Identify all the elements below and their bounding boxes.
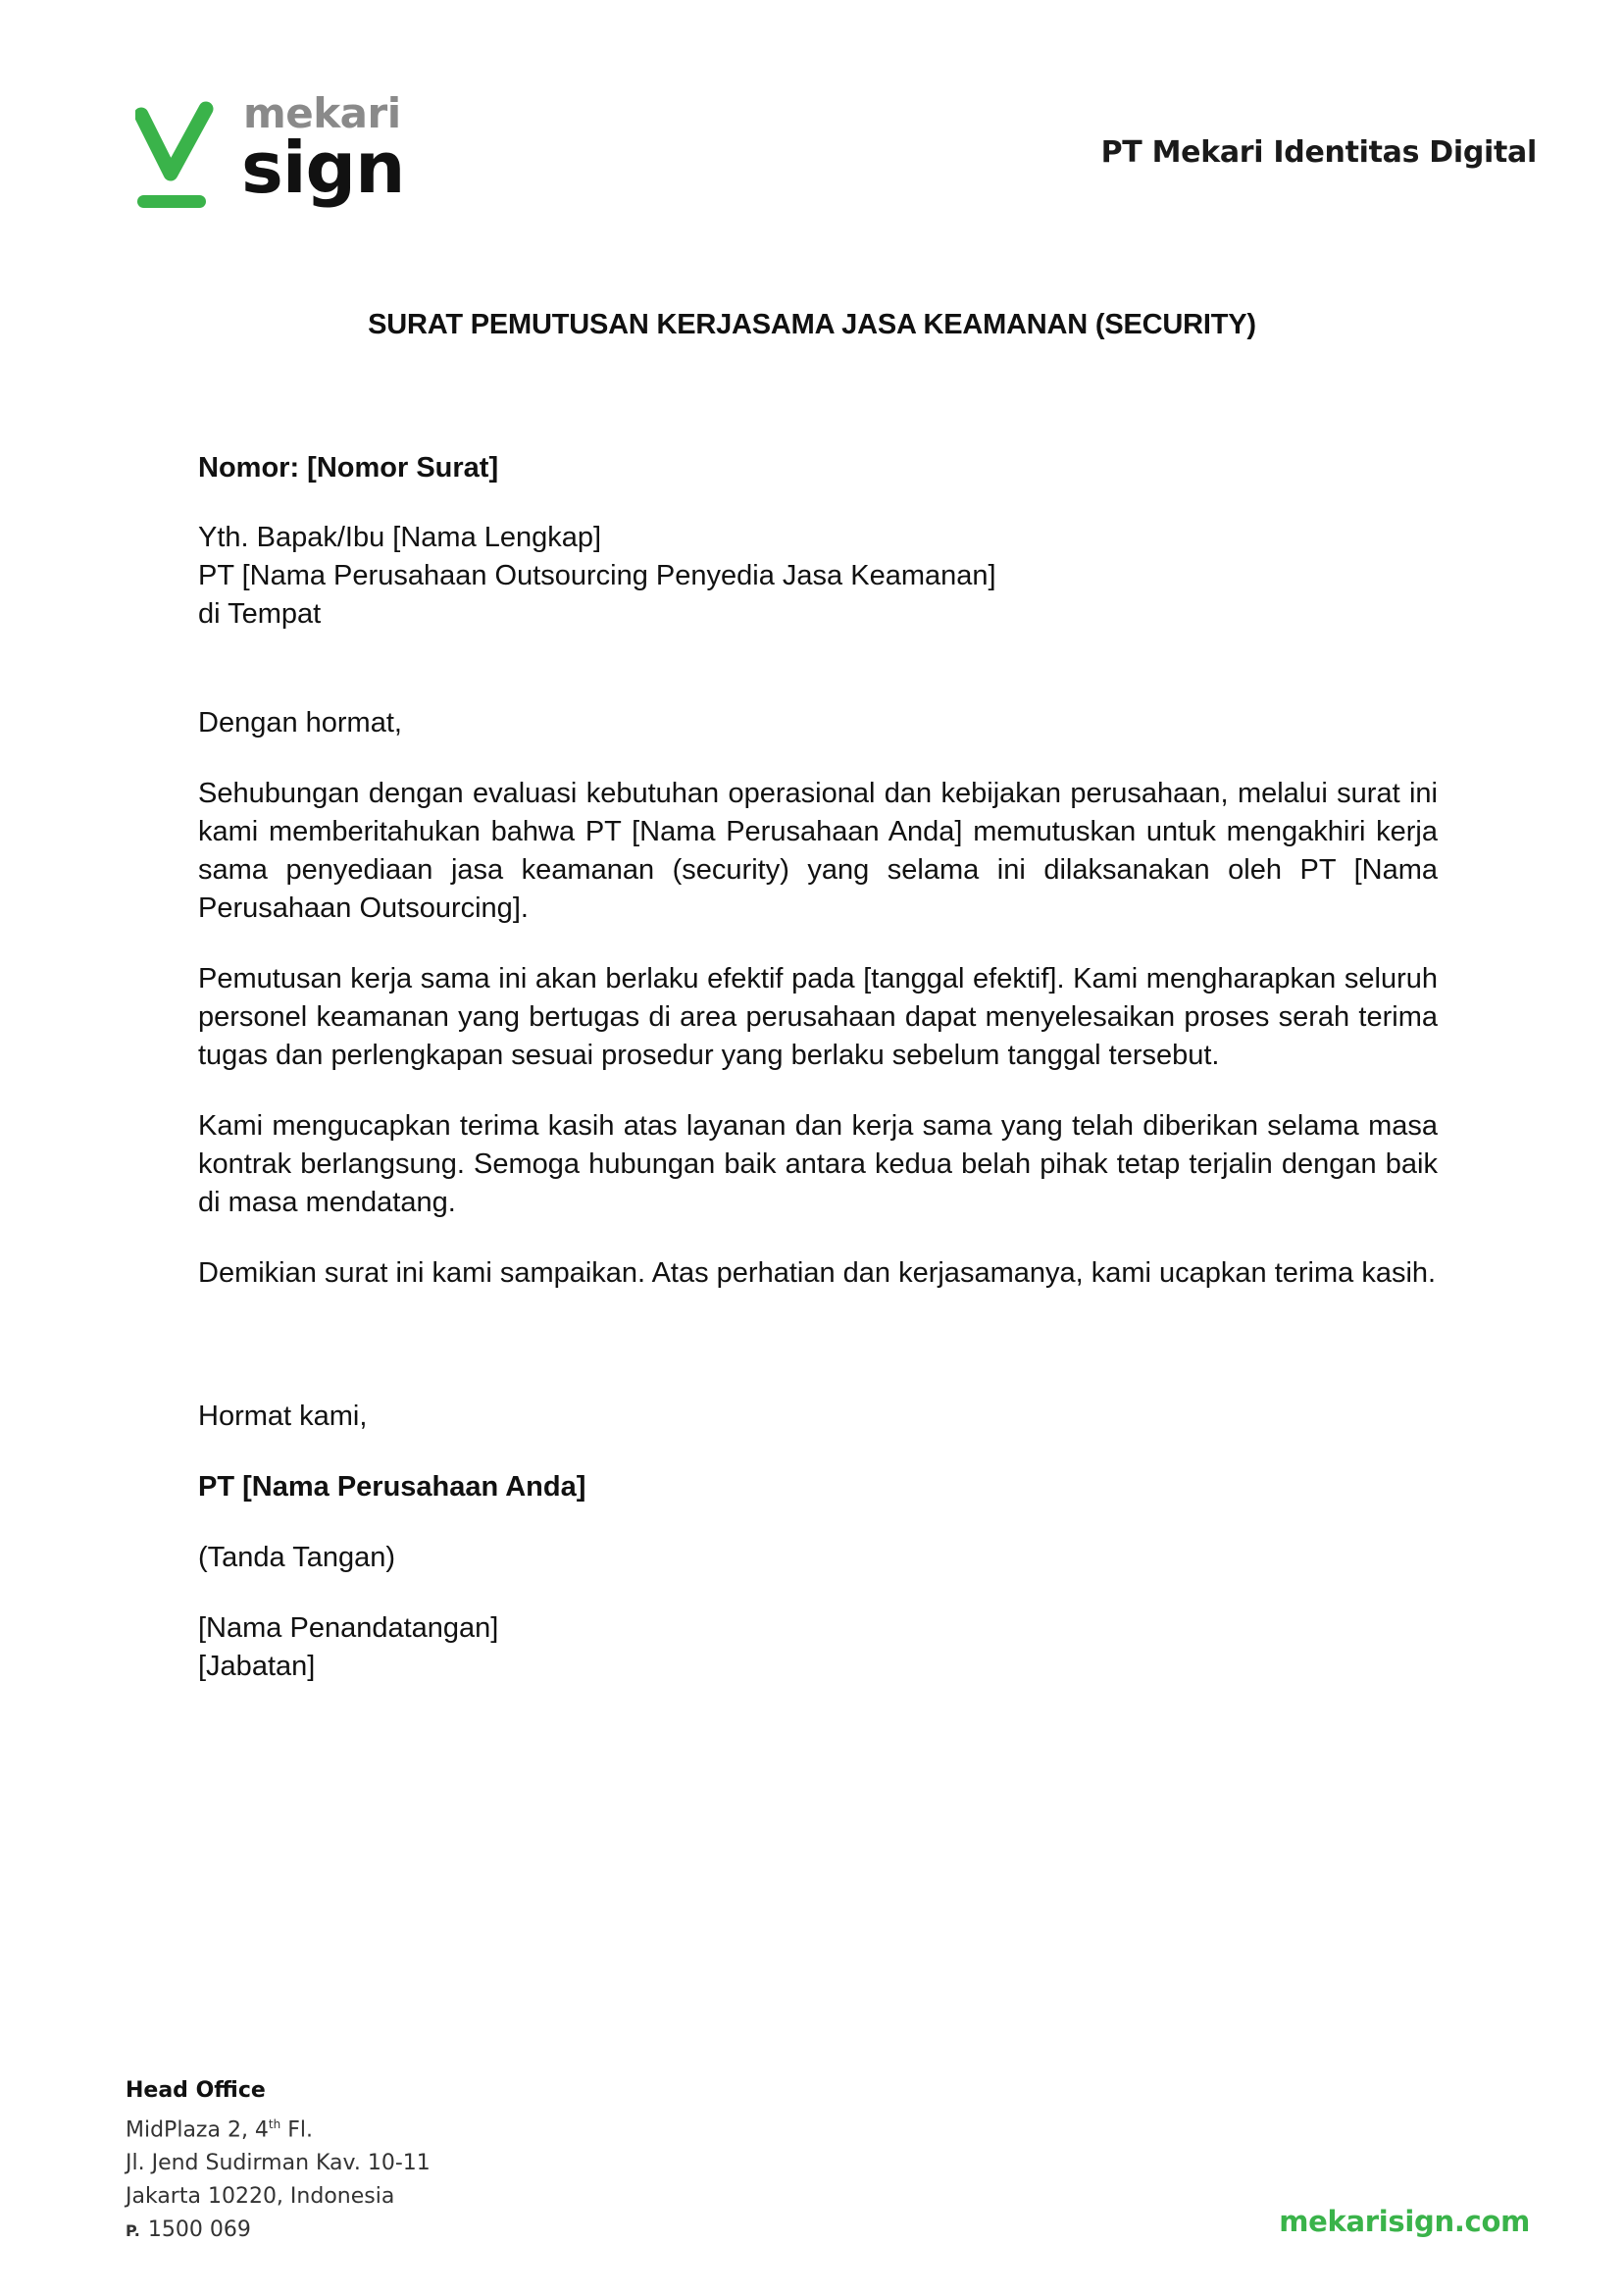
closing-phrase: Hormat kami, bbox=[198, 1401, 368, 1432]
signature-placeholder: (Tanda Tangan) bbox=[198, 1542, 396, 1573]
recipient-name: Yth. Bapak/Ibu [Nama Lengkap] bbox=[198, 522, 602, 553]
footer-address bbox=[126, 2074, 431, 2248]
paragraph-closing-remark: Demikian surat ini kami sampaikan. Atas perhatian dan kerjasamanya, kami ucapkan terima kasih. bbox=[198, 1257, 1437, 1289]
recipient-company: PT [Nama Perusahaan Outsourcing Penyedia Jasa Keamanan] bbox=[198, 560, 996, 591]
mekari-sign-logo bbox=[135, 89, 410, 226]
footer-building: MidPlaza 2, 4 bbox=[126, 2117, 269, 2143]
logo-wordmark-top: mekari bbox=[243, 89, 401, 137]
footer-phone bbox=[126, 2214, 431, 2248]
footer-heading: Head Office bbox=[126, 2078, 266, 2103]
phone-label: P. bbox=[126, 2221, 140, 2241]
paragraph-effective-date: Pemutusan kerja sama ini akan berlaku efektif pada [tanggal efektif]. Kami mengharapkan seluruh personel keamanan yang bertugas di area perusahaan dapat menyelesaikan proses serah terima tugas dan perlengkapan sesuai prosedur yang berlaku sebelum tanggal tersebut. bbox=[198, 963, 1438, 1071]
letter-number: Nomor: [Nomor Surat] bbox=[198, 452, 499, 484]
paragraph-thanks: Kami mengucapkan terima kasih atas layanan dan kerja sama yang telah diberikan selama masa kontrak berlangsung. Semoga hubungan baik antara kedua belah pihak tetap terjalin dengan baik di masa mendatang. bbox=[198, 1110, 1438, 1218]
footer-floor-suffix: th bbox=[268, 2117, 281, 2131]
salutation: Dengan hormat, bbox=[198, 707, 402, 739]
signer-name: [Nama Penandatangan] bbox=[198, 1612, 499, 1644]
paragraph-intro: Sehubungan dengan evaluasi kebutuhan operasional dan kebijakan perusahaan, melalui surat ini kami memberitahukan bahwa PT [Nama Perusahaan Anda] memutuskan untuk mengakhiri kerja sama penyediaan jasa keamanan (security) yang selama ini dilaksanakan oleh PT [Nama Perusahaan Outsourcing]. bbox=[198, 778, 1438, 924]
checkmark-logo-icon bbox=[135, 101, 216, 214]
footer-address-line1 bbox=[126, 2108, 431, 2147]
footer-floor: Fl. bbox=[280, 2117, 313, 2143]
footer-address-line3: Jakarta 10220, Indonesia bbox=[126, 2184, 395, 2210]
signer-title: [Jabatan] bbox=[198, 1651, 316, 1682]
website-link[interactable]: mekarisign.com bbox=[1279, 2205, 1530, 2238]
phone-number: 1500 069 bbox=[147, 2218, 251, 2243]
recipient-location: di Tempat bbox=[198, 598, 322, 630]
letter-body bbox=[198, 449, 1438, 1686]
header-company-name: PT Mekari Identitas Digital bbox=[1100, 135, 1537, 170]
recipient-block bbox=[198, 519, 1438, 634]
footer-address-line2: Jl. Jend Sudirman Kav. 10-11 bbox=[126, 2151, 431, 2176]
document-title: SURAT PEMUTUSAN KERJASAMA JASA KEAMANAN (SECURITY) bbox=[368, 309, 1256, 340]
sender-company: PT [Nama Perusahaan Anda] bbox=[198, 1471, 586, 1503]
signer-block bbox=[198, 1609, 1438, 1686]
logo-wordmark-bottom: sign bbox=[241, 127, 405, 209]
